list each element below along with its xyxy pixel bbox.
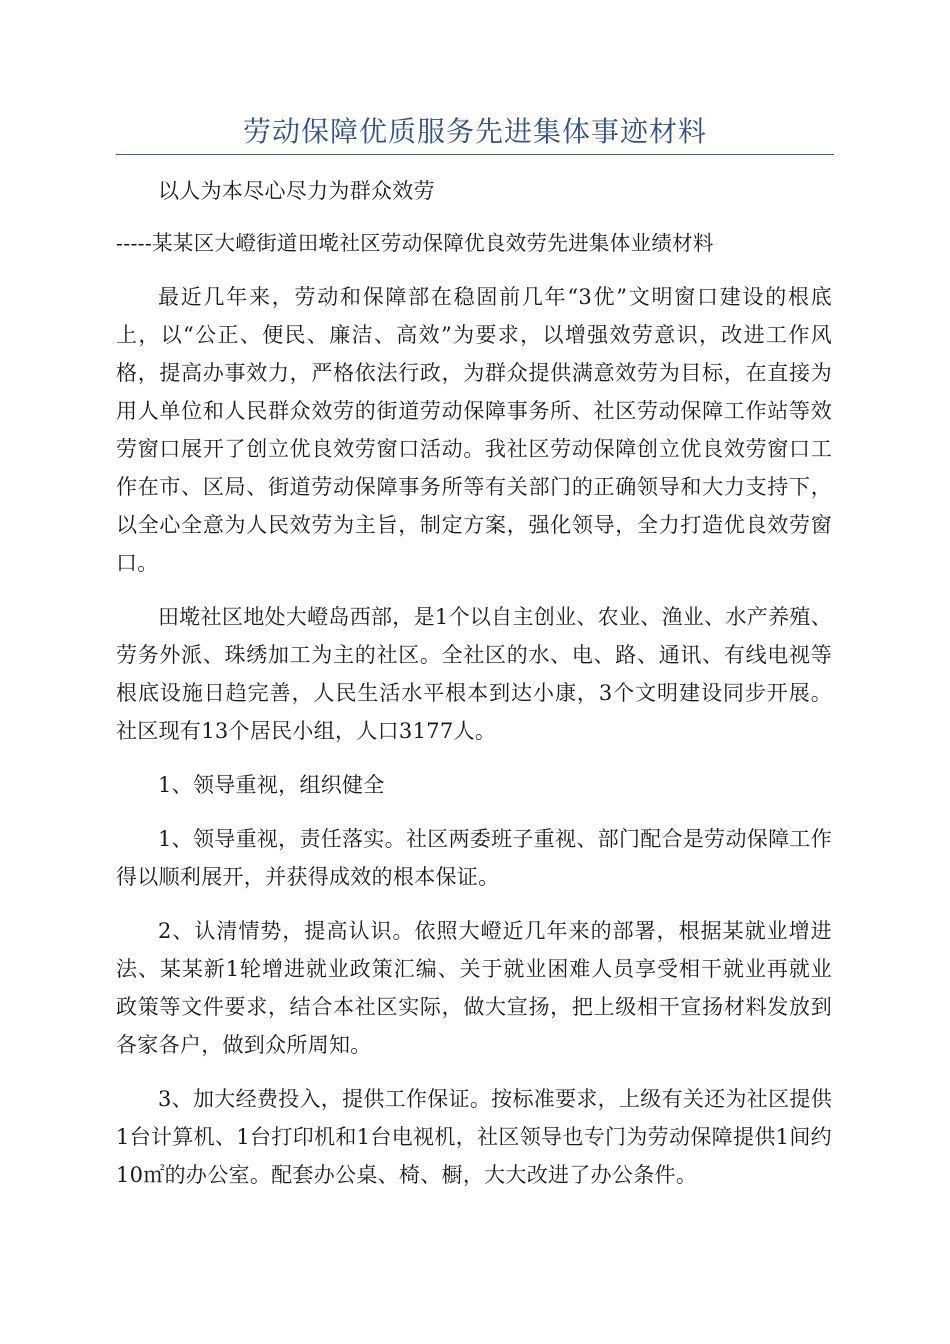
- paragraph: 1、领导重视，责任落实。社区两委班子重视、部门配合是劳动保障工作得以顺利展开，并获得成效的根本保证。: [116, 827, 832, 889]
- section-heading: 1、领导重视，组织健全: [158, 773, 385, 797]
- paragraph: 2、认清情势，提高认识。依照大嶝近几年来的部署，根据某就业增进法、某某新1轮增进就业政策汇编、关于就业困难人员享受相干就业再就业政策等文件要求，结合本社区实际，做大宣扬，把上级相干宣扬材料发放到各家各户，做到众所周知。: [116, 919, 832, 1057]
- document-body: [116, 172, 832, 1210]
- paragraph: 3、加大经费投入，提供工作保证。按标准要求，上级有关还为社区提供1台计算机、1台打印机和1台电视机，社区领导也专门为劳动保障提供1间约10㎡的办公室。配套办公桌、椅、橱，大大改进了办公条件。: [116, 1087, 832, 1187]
- paragraph: 田墘社区地处大嶝岛西部，是1个以自主创业、农业、渔业、水产养殖、劳务外派、珠绣加工为主的社区。全社区的水、电、路、通讯、有线电视等根底设施日趋完善，人民生活水平根本到达小康，3个文明建设同步开展。社区现有13个居民小组，人口3177人。: [116, 605, 832, 743]
- title-underline: [116, 154, 834, 155]
- document-byline: -----某某区大嶝街道田墘社区劳动保障优良效劳先进集体业绩材料: [116, 231, 714, 255]
- document-subtitle: 以人为本尽心尽力为群众效劳: [158, 179, 435, 203]
- document-title: 劳动保障优质服务先进集体事迹材料: [242, 115, 707, 148]
- paragraph: 最近几年来，劳动和保障部在稳固前几年“3优”文明窗口建设的根底上，以“公正、便民、廉洁、高效”为要求，以增强效劳意识，改进工作风格，提高办事效力，严格依法行政，为群众提供满意效劳为目标，在直接为用人单位和人民群众效劳的街道劳动保障事务所、社区劳动保障工作站等效劳窗口展开了创立优良效劳窗口活动。我社区劳动保障创立优良效劳窗口工作在市、区局、街道劳动保障事务所等有关部门的正确领导和大力支持下，以全心全意为人民效劳为主旨，制定方案，强化领导，全力打造优良效劳窗口。: [116, 285, 832, 575]
